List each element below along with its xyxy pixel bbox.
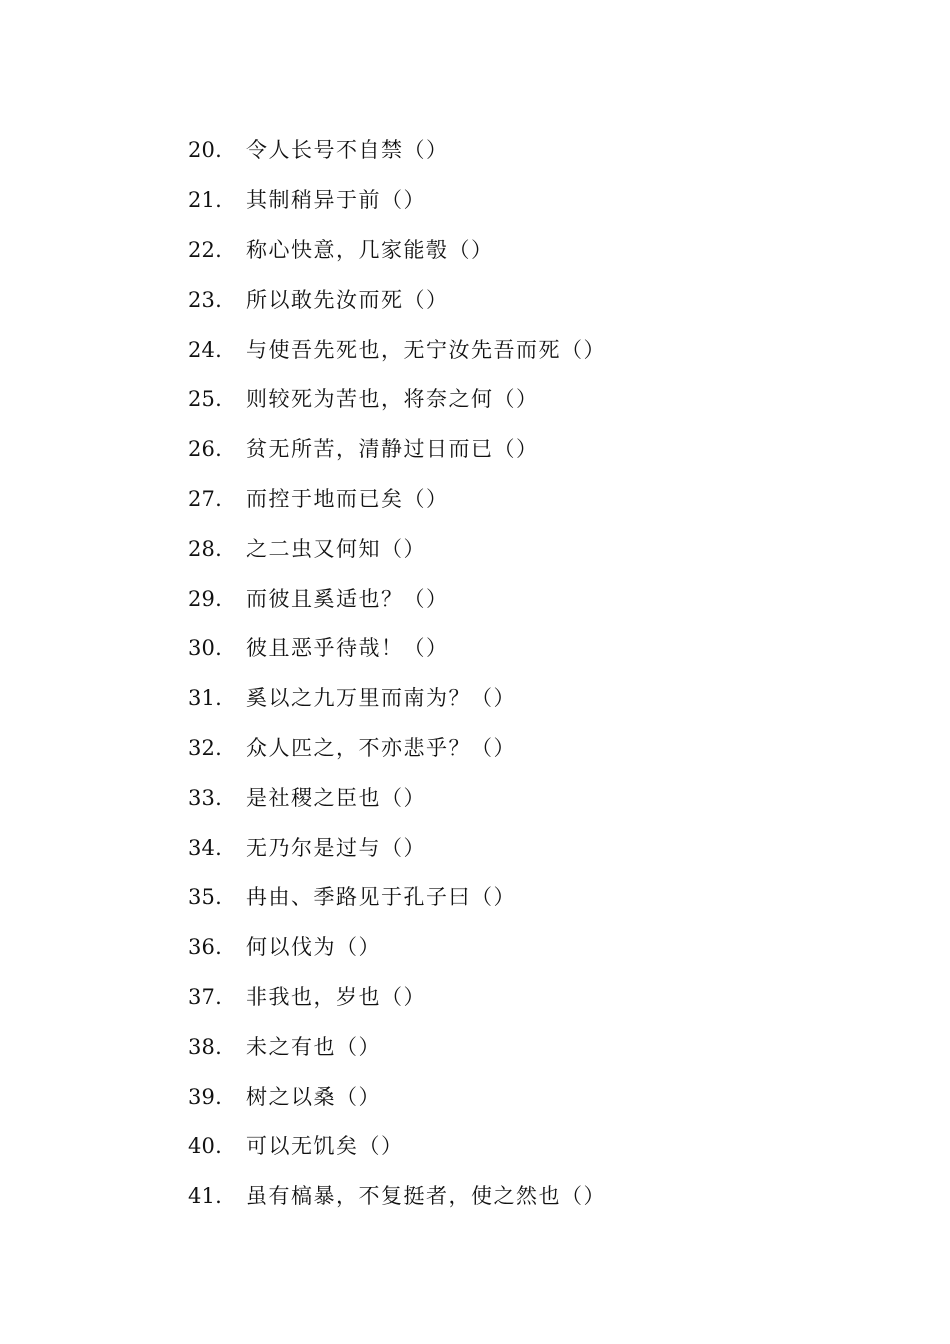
question-number: 31. — [188, 686, 222, 711]
question-text: 与使吾先死也，无宁汝先吾而死（） — [246, 337, 606, 362]
question-item-21 — [188, 176, 888, 226]
question-number: 24. — [188, 337, 222, 362]
question-item-41 — [188, 1172, 888, 1222]
question-number: 34. — [188, 835, 222, 860]
question-number: 21. — [188, 188, 222, 213]
question-item-40 — [188, 1122, 888, 1172]
question-number: 29. — [188, 586, 222, 611]
question-number: 33. — [188, 785, 222, 810]
question-item-24 — [188, 325, 888, 375]
question-item-25 — [188, 375, 888, 425]
question-number: 39. — [188, 1084, 222, 1109]
question-item-35 — [188, 873, 888, 923]
question-number: 37. — [188, 984, 222, 1009]
question-text: 众人匹之，不亦悲乎？（） — [246, 735, 516, 760]
question-number: 32. — [188, 735, 222, 760]
question-number: 25. — [188, 387, 222, 412]
question-text: 虽有槁暴，不复挺者，使之然也（） — [246, 1184, 606, 1209]
question-text: 树之以桑（） — [246, 1084, 381, 1109]
question-item-28 — [188, 524, 888, 574]
question-item-30 — [188, 624, 888, 674]
question-number: 30. — [188, 636, 222, 661]
question-item-37 — [188, 973, 888, 1023]
question-text: 奚以之九万里而南为？（） — [246, 686, 516, 711]
question-number: 28. — [188, 536, 222, 561]
question-item-33 — [188, 773, 888, 823]
question-item-22 — [188, 226, 888, 276]
question-text: 可以无饥矣（） — [246, 1134, 404, 1159]
question-text: 冉由、季路见于孔子曰（） — [246, 885, 516, 910]
question-text: 非我也，岁也（） — [246, 984, 426, 1009]
question-item-38 — [188, 1022, 888, 1072]
question-item-32 — [188, 724, 888, 774]
question-text: 则较死为苦也，将奈之何（） — [246, 387, 539, 412]
question-number: 27. — [188, 486, 222, 511]
question-number: 36. — [188, 935, 222, 960]
question-item-34 — [188, 823, 888, 873]
question-number: 41. — [188, 1184, 222, 1209]
question-text: 而控于地而已矣（） — [246, 486, 449, 511]
question-item-27 — [188, 475, 888, 525]
question-item-20 — [188, 126, 888, 176]
question-text: 何以伐为（） — [246, 935, 381, 960]
question-item-29 — [188, 574, 888, 624]
question-text: 称心快意，几家能彀（） — [246, 237, 494, 262]
question-text: 所以敢先汝而死（） — [246, 287, 449, 312]
question-item-39 — [188, 1072, 888, 1122]
question-text: 贫无所苦，清静过日而已（） — [246, 437, 539, 462]
question-number: 40. — [188, 1134, 222, 1159]
question-text: 令人长号不自禁（） — [246, 138, 449, 163]
question-item-31 — [188, 674, 888, 724]
question-item-23 — [188, 275, 888, 325]
question-number: 20. — [188, 138, 222, 163]
question-text: 是社稷之臣也（） — [246, 785, 426, 810]
question-text: 无乃尔是过与（） — [246, 835, 426, 860]
question-number: 23. — [188, 287, 222, 312]
question-text: 之二虫又何知（） — [246, 536, 426, 561]
question-text: 未之有也（） — [246, 1034, 381, 1059]
question-text: 彼且恶乎待哉！（） — [246, 636, 449, 661]
question-item-26 — [188, 425, 888, 475]
question-number: 22. — [188, 237, 222, 262]
question-item-36 — [188, 923, 888, 973]
question-number: 26. — [188, 437, 222, 462]
question-number: 35. — [188, 885, 222, 910]
question-list — [188, 126, 888, 1222]
question-number: 38. — [188, 1034, 222, 1059]
question-text: 其制稍异于前（） — [246, 188, 426, 213]
question-text: 而彼且奚适也？（） — [246, 586, 449, 611]
